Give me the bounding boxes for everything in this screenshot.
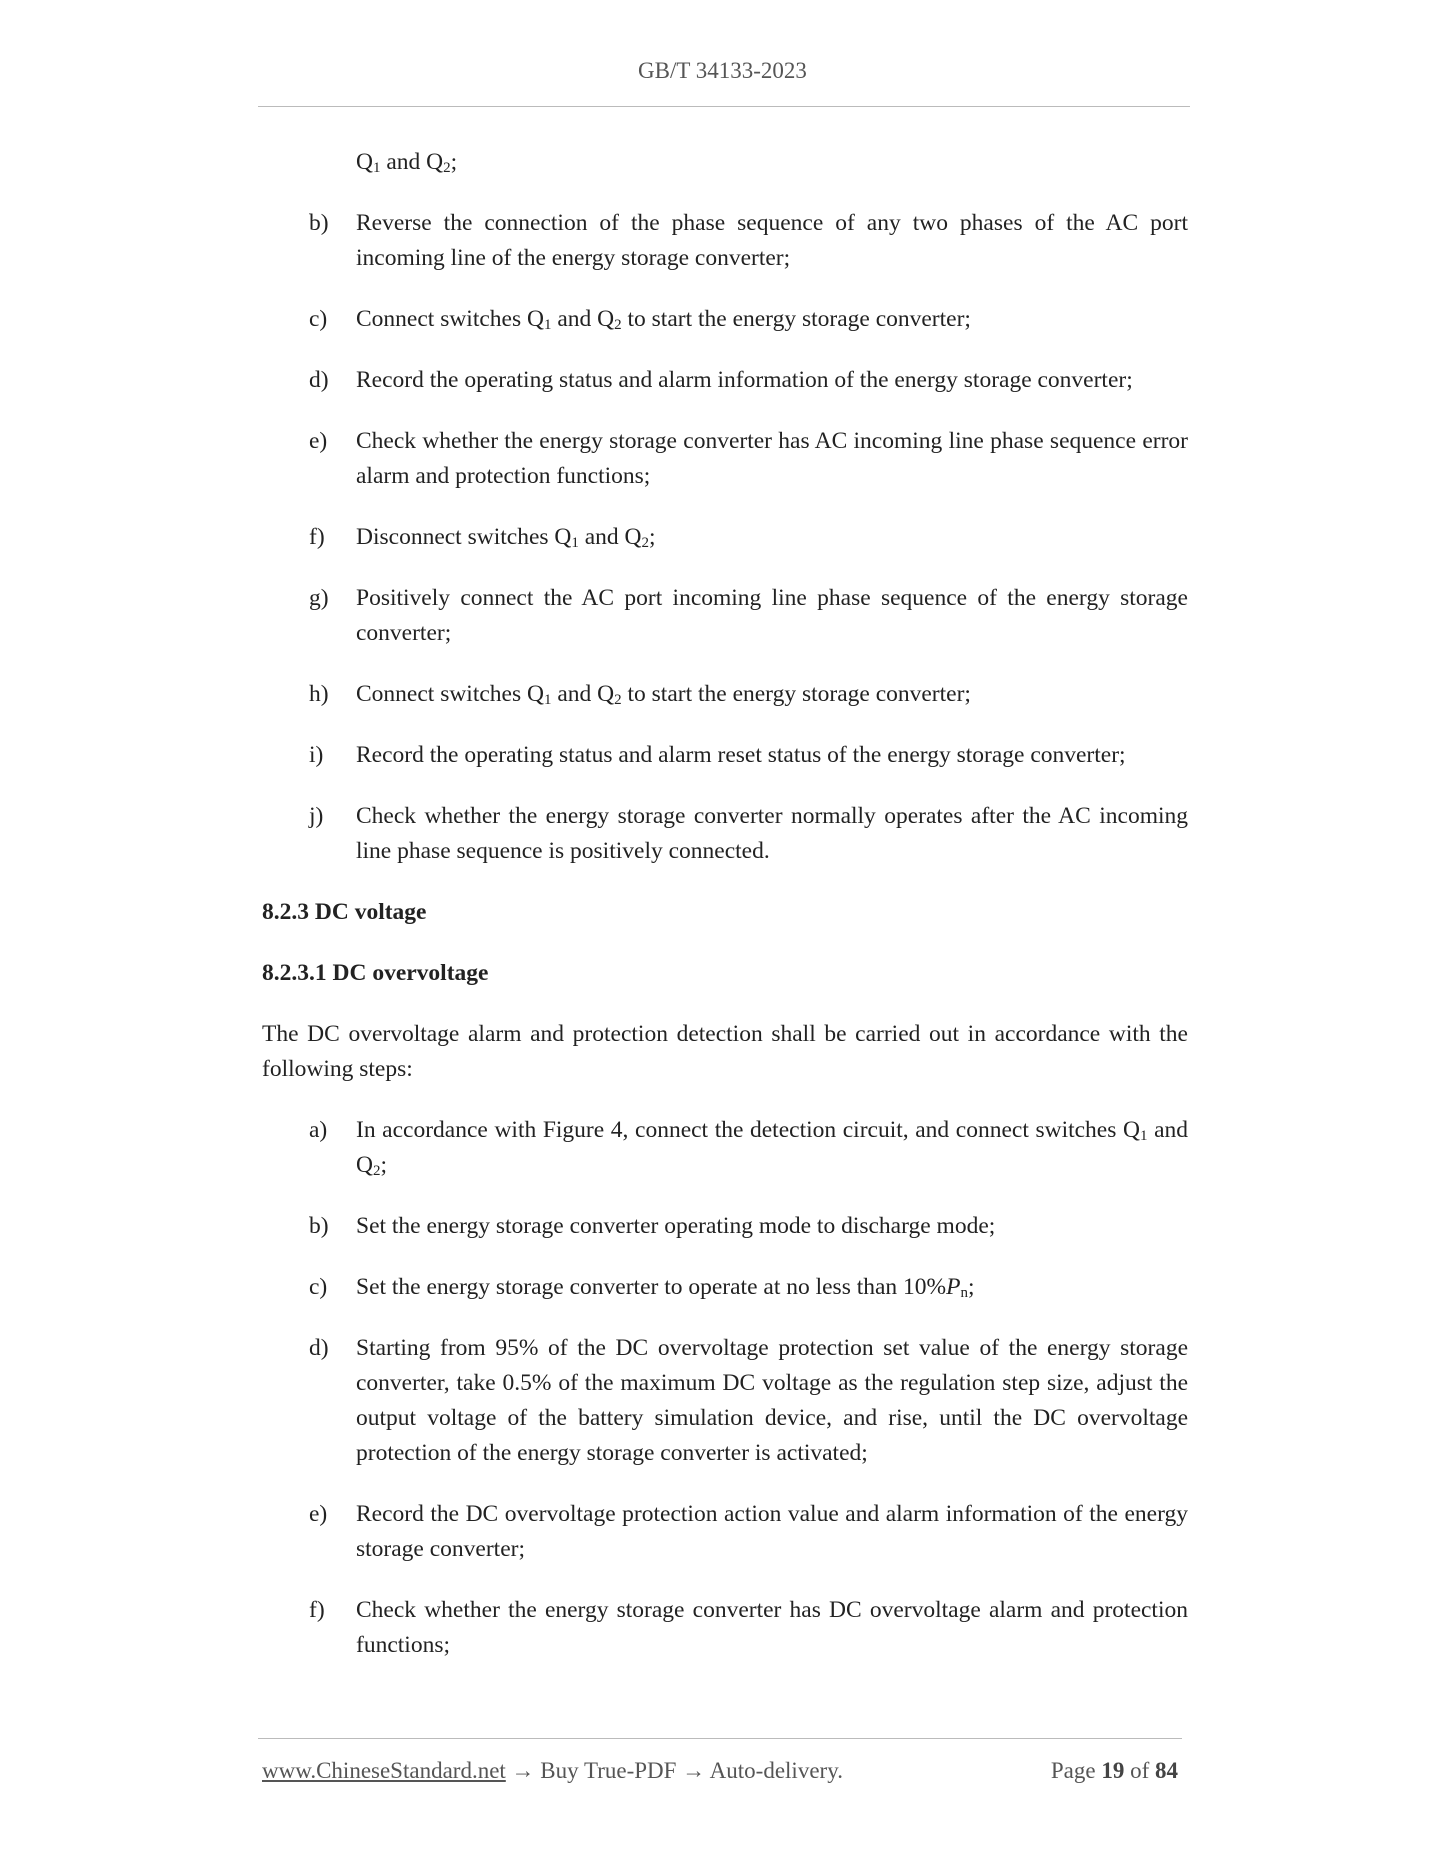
delivery-text: Auto-delivery.	[709, 1758, 843, 1783]
website-link[interactable]: www.ChineseStandard.net	[262, 1758, 506, 1783]
list2-item-a: a) In accordance with Figure 4, connect the detection circuit, and connect switches $Q_1$ and $Q_2$;	[262, 1113, 1188, 1183]
list-label: i)	[309, 742, 324, 768]
buy-pdf-text: Buy True-PDF	[540, 1758, 677, 1783]
list-label: f)	[309, 524, 325, 550]
page-header: GB/T 34133-2023	[638, 58, 807, 83]
list-label: g)	[309, 585, 329, 611]
list-item-c: c) Connect switches $Q_1$ and $Q_2$ to start the energy storage converter;	[262, 302, 1188, 337]
list-label: a)	[309, 1117, 328, 1143]
list-label: d)	[309, 367, 329, 393]
subsection-heading: 8.2.3.1 DC overvoltage	[262, 960, 489, 986]
document-body	[262, 145, 1188, 1663]
header-divider	[258, 106, 1190, 107]
list-label: b)	[309, 210, 329, 236]
section-heading: 8.2.3 DC voltage	[262, 899, 427, 925]
list2-item-f: f) Check whether the energy storage converter has DC overvoltage alarm and protection functions;	[262, 1593, 1188, 1663]
list-item-b: b) Reverse the connection of the phase sequence of any two phases of the AC port incoming line of the energy storage converter;	[262, 206, 1188, 276]
page-footer: www.ChineseStandard.net → Buy True-PDF → Auto-delivery. Page 19 of 84	[262, 1758, 1178, 1783]
list-label: f)	[309, 1597, 325, 1623]
list-label: d)	[309, 1335, 329, 1361]
list-item-d: d) Record the operating status and alarm information of the energy storage converter;	[262, 363, 1188, 398]
list2-item-e: e) Record the DC overvoltage protection action value and alarm information of the energy storage converter;	[262, 1497, 1188, 1567]
list-item-i: i) Record the operating status and alarm reset status of the energy storage converter;	[262, 738, 1188, 773]
list2-item-d: d) Starting from 95% of the DC overvoltage protection set value of the energy storage converter, take 0.5% of the maximum DC voltage as the regulation step size, adjust the output voltage of the battery simulation device, and rise, until the DC overvoltage protection of the energy storage converter is activated;	[262, 1331, 1188, 1471]
list-label: h)	[309, 681, 329, 707]
list-label: b)	[309, 1213, 329, 1239]
list-item-continuation: $Q_1$ and $Q_2$;	[356, 149, 458, 176]
list2-item-b: b) Set the energy storage converter operating mode to discharge mode;	[262, 1209, 1188, 1244]
list-item-j: j) Check whether the energy storage converter normally operates after the AC incoming line phase sequence is positively connected.	[262, 799, 1188, 869]
section-intro: The DC overvoltage alarm and protection detection shall be carried out in accordance with the following steps:	[262, 1021, 1188, 1082]
list-label: e)	[309, 1501, 328, 1527]
list-item-g: g) Positively connect the AC port incoming line phase sequence of the energy storage converter;	[262, 581, 1188, 651]
list-item-h: h) Connect switches $Q_1$ and $Q_2$ to start the energy storage converter;	[262, 677, 1188, 712]
list-label: j)	[309, 803, 324, 829]
list-label: e)	[309, 428, 328, 454]
list-label: c)	[309, 1274, 328, 1300]
list-item-e: e) Check whether the energy storage converter has AC incoming line phase sequence error alarm and protection functions;	[262, 424, 1188, 494]
list2-item-c: c) Set the energy storage converter to operate at no less than $10\%P_n$;	[262, 1270, 1188, 1305]
list-label: c)	[309, 306, 328, 332]
list-item-f: f) Disconnect switches $Q_1$ and $Q_2$;	[262, 520, 1188, 555]
footer-divider	[258, 1738, 1182, 1739]
page-number: Page 19 of 84	[1050, 1758, 1178, 1783]
